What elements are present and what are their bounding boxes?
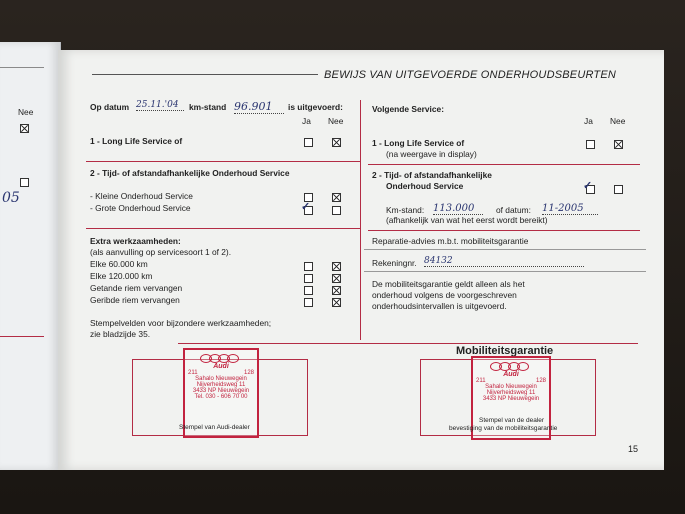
left-page-checkbox[interactable] <box>20 178 29 187</box>
audi-rings-icon <box>473 362 549 371</box>
km-stand-value[interactable]: 96.901 <box>234 100 284 114</box>
stamp-line: 3433 NP Nieuwegein <box>482 396 540 402</box>
stamp-number: 211 <box>476 378 486 384</box>
tijd-service-label: 2 - Tijd- of afstandafhankelijke Onderhoud Service <box>90 168 290 178</box>
stamp-line: 3433 NP Nieuwegein <box>192 388 250 394</box>
extra-nee-checkbox[interactable] <box>332 274 341 283</box>
nee-header: Nee <box>610 116 626 126</box>
extra-ja-checkbox[interactable] <box>304 274 313 283</box>
op-datum-label: Op datum <box>90 102 130 112</box>
left-page-edge <box>0 42 61 470</box>
extra-item: Geribde riem vervangen <box>90 295 180 305</box>
stamp-caption: bevestiging van de mobiliteitsgarantie <box>449 425 558 432</box>
stempelvelden-text: zie bladzijde 35. <box>90 329 151 339</box>
of-datum-label: of datum: <box>496 205 531 215</box>
left-page-nee: Nee <box>18 107 34 117</box>
rekeningnr-value[interactable]: 84132 <box>424 256 584 267</box>
dealer-stamp-field <box>132 359 308 436</box>
next-tijd-nee-checkbox[interactable] <box>614 185 623 194</box>
long-life-nee-checkbox[interactable] <box>332 138 341 147</box>
extra-nee-checkbox[interactable] <box>332 286 341 295</box>
km-stand-label: km-stand <box>189 102 227 112</box>
grote-service-label: - Grote Onderhoud Service <box>90 203 191 213</box>
next-tijd-label: 2 - Tijd- of afstandafhankelijke <box>372 170 492 180</box>
stamp-line: Nijverheidsweg 11 <box>196 382 246 388</box>
left-page-red-rule <box>0 336 44 337</box>
stamp-line: Sahalo Nieuwegein <box>195 376 247 382</box>
kleine-service-label: - Kleine Onderhoud Service <box>90 191 193 201</box>
extra-title: Extra werkzaamheden: <box>90 236 181 246</box>
check-mark-icon: ✓ <box>301 201 311 213</box>
stamp-number: 128 <box>535 378 546 384</box>
left-page-rule <box>0 67 44 68</box>
ja-header: Ja <box>302 116 311 126</box>
extra-nee-checkbox[interactable] <box>332 262 341 271</box>
reparatie-advies-label: Reparatie-advies m.b.t. mobiliteitsgarantie <box>372 236 529 246</box>
next-long-life-label: 1 - Long Life Service of <box>372 138 465 148</box>
stamp-line: Sahalo Nieuwegein <box>485 384 537 390</box>
next-long-life-nee-checkbox[interactable] <box>614 140 623 149</box>
left-page-checkbox[interactable] <box>20 124 29 133</box>
row-rule <box>364 249 646 250</box>
next-tijd-label: Onderhoud Service <box>386 181 464 191</box>
rekeningnr-label: Rekeningnr. <box>372 258 417 268</box>
datum-value[interactable]: 25.11.'04 <box>136 100 184 111</box>
check-mark-icon: ✓ <box>583 180 593 192</box>
extra-ja-checkbox[interactable] <box>304 286 313 295</box>
header-rule <box>92 74 318 75</box>
column-divider <box>360 100 361 340</box>
extra-item: Elke 120.000 km <box>90 271 153 281</box>
mobiliteit-text: onderhoudsintervallen is uitgevoerd. <box>372 301 507 311</box>
stamp-caption: Stempel van de dealer <box>479 417 545 424</box>
mobiliteit-text: onderhoud volgens de voorgeschreven <box>372 290 517 300</box>
next-km-value[interactable]: 113.000 <box>433 203 483 215</box>
ja-header: Ja <box>584 116 593 126</box>
audi-rings-icon <box>185 354 257 363</box>
km-stand-label: Km-stand: <box>386 205 425 215</box>
extra-item: Elke 60.000 km <box>90 259 148 269</box>
mobility-stamp-field <box>420 359 596 436</box>
extra-item: Getande riem vervangen <box>90 283 183 293</box>
volgende-service-label: Volgende Service: <box>372 104 444 114</box>
stamp-brand: Audi <box>213 363 229 370</box>
next-long-life-sub: (na weergave in display) <box>386 149 477 159</box>
nee-header: Nee <box>328 116 344 126</box>
afhankelijk-text: (afhankelijk van wat het eerst wordt bereikt) <box>386 215 548 225</box>
left-page-handwriting: 05 <box>2 190 20 206</box>
next-datum-value[interactable]: 11-2005 <box>542 203 598 215</box>
section-divider <box>368 164 640 165</box>
stamp-line: Nijverheidsweg 11 <box>486 390 536 396</box>
stamp-brand: Audi <box>503 371 519 378</box>
section-divider <box>86 161 360 162</box>
kleine-nee-checkbox[interactable] <box>332 193 341 202</box>
is-uitgevoerd-label: is uitgevoerd: <box>288 102 343 112</box>
grote-nee-checkbox[interactable] <box>332 206 341 215</box>
stempelvelden-text: Stempelvelden voor bijzondere werkzaamheden; <box>90 318 272 328</box>
page-title: BEWIJS VAN UITGEVOERDE ONDERHOUDSBEURTEN <box>324 69 617 81</box>
extra-ja-checkbox[interactable] <box>304 298 313 307</box>
mobiliteitsgarantie-title: Mobiliteitsgarantie <box>456 345 554 357</box>
long-life-service-label: 1 - Long Life Service of <box>90 136 183 146</box>
section-divider <box>368 230 640 231</box>
stamp-number: 211 <box>188 370 198 376</box>
stamp-number: 128 <box>243 370 254 376</box>
mobiliteit-text: De mobiliteitsgarantie geldt alleen als het <box>372 279 525 289</box>
long-life-ja-checkbox[interactable] <box>304 138 313 147</box>
extra-nee-checkbox[interactable] <box>332 298 341 307</box>
service-booklet-page <box>58 50 664 470</box>
bottom-rule <box>178 343 638 344</box>
extra-ja-checkbox[interactable] <box>304 262 313 271</box>
stamp-caption: Stempel van Audi-dealer <box>179 424 250 431</box>
extra-subtitle: (als aanvulling op servicesoort 1 of 2). <box>90 247 232 257</box>
page-number: 15 <box>628 444 639 454</box>
next-long-life-ja-checkbox[interactable] <box>586 140 595 149</box>
section-divider <box>86 228 360 229</box>
stamp-line: Tel. 030 - 606 70 00 <box>194 394 248 400</box>
row-rule <box>364 271 646 272</box>
